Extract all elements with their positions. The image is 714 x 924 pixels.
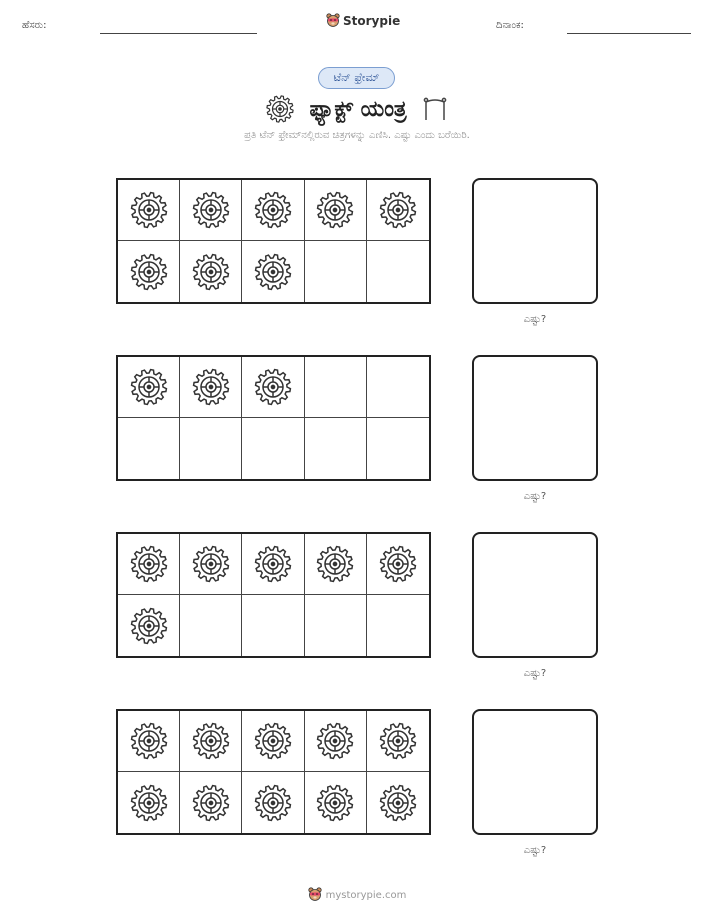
ten-frame-cell <box>118 418 180 479</box>
ten-frame-2 <box>116 355 431 481</box>
ten-frame-cell <box>367 534 429 595</box>
ten-frame-cell <box>367 418 429 479</box>
bear-icon <box>308 887 322 903</box>
footer-site: mystorypie.com <box>325 889 407 901</box>
ten-frame-cell <box>242 772 304 833</box>
gear-icon <box>378 721 418 761</box>
ten-frame-cell <box>305 595 367 656</box>
gear-icon <box>253 190 293 230</box>
gear-icon <box>253 721 293 761</box>
ten-frame-cell <box>305 534 367 595</box>
gear-icon <box>265 94 295 124</box>
gear-icon <box>129 190 169 230</box>
gear-icon <box>378 783 418 823</box>
gear-icon <box>129 367 169 407</box>
gear-icon <box>378 190 418 230</box>
ten-frame-cell <box>305 418 367 479</box>
ten-frame-cell <box>242 357 304 418</box>
ten-frame-cell <box>242 241 304 302</box>
ten-frame-cell <box>242 711 304 772</box>
ten-frame-cell <box>118 711 180 772</box>
ten-frame-cell <box>180 772 242 833</box>
ten-frame-cell <box>242 595 304 656</box>
gear-icon <box>129 783 169 823</box>
brand-logo <box>326 13 400 29</box>
gear-icon <box>129 721 169 761</box>
ten-frame-cell <box>367 357 429 418</box>
ten-frame-cell <box>180 595 242 656</box>
ten-frame-1 <box>116 178 431 304</box>
ten-frame-cell <box>367 241 429 302</box>
ten-frame-cell <box>118 772 180 833</box>
name-label: ಹೆಸರು: <box>22 20 47 31</box>
gear-icon <box>253 367 293 407</box>
ten-frame-cell <box>367 772 429 833</box>
gear-icon <box>191 783 231 823</box>
gear-icon <box>191 252 231 292</box>
gear-icon <box>129 544 169 584</box>
ten-frame-cell <box>180 534 242 595</box>
gear-icon <box>253 252 293 292</box>
gear-icon <box>129 252 169 292</box>
ten-frame-cell <box>118 241 180 302</box>
answer-box-4[interactable] <box>472 709 598 835</box>
ten-frame-cell <box>305 711 367 772</box>
ten-frame-cell <box>305 180 367 241</box>
ten-frame-cell <box>305 357 367 418</box>
ten-frame-cell <box>305 241 367 302</box>
gear-icon <box>191 367 231 407</box>
gear-icon <box>191 721 231 761</box>
ten-frame-cell <box>180 711 242 772</box>
gear-icon <box>378 544 418 584</box>
ten-frame-cell <box>242 534 304 595</box>
ten-frame-cell <box>367 180 429 241</box>
ten-frame-cell <box>118 357 180 418</box>
ten-frame-cell <box>367 711 429 772</box>
gear-icon <box>315 783 355 823</box>
gear-icon <box>315 190 355 230</box>
bear-icon <box>326 13 340 29</box>
gear-icon <box>315 721 355 761</box>
ten-frame-cell <box>180 357 242 418</box>
gear-icon <box>253 544 293 584</box>
how-many-label-2: ಎಷ್ಟು? <box>523 491 547 502</box>
answer-box-2[interactable] <box>472 355 598 481</box>
answer-box-3[interactable] <box>472 532 598 658</box>
ten-frame-cell <box>118 180 180 241</box>
ten-frame-cell <box>180 418 242 479</box>
ten-frame-cell <box>367 595 429 656</box>
how-many-label-1: ಎಷ್ಟು? <box>523 314 547 325</box>
brand-name: Storypie <box>343 14 401 28</box>
gear-icon <box>129 606 169 646</box>
ten-frame-cell <box>180 241 242 302</box>
ten-frame-cell <box>180 180 242 241</box>
ten-frame-cell <box>242 418 304 479</box>
date-label: ದಿನಾಂಕ: <box>496 20 524 31</box>
title-row <box>0 94 714 124</box>
answer-box-1[interactable] <box>472 178 598 304</box>
ten-frame-cell <box>305 772 367 833</box>
gear-icon <box>191 190 231 230</box>
gear-icon <box>191 544 231 584</box>
ten-frame-3 <box>116 532 431 658</box>
ten-frame-cell <box>118 534 180 595</box>
footer <box>0 887 714 903</box>
how-many-label-4: ಎಷ್ಟು? <box>523 845 547 856</box>
ten-frame-cell <box>242 180 304 241</box>
gear-icon <box>253 783 293 823</box>
ten-frame-cell <box>118 595 180 656</box>
gear-icon <box>315 544 355 584</box>
gate-icon <box>421 96 449 122</box>
name-line[interactable] <box>100 33 257 34</box>
instructions: ಪ್ರತಿ ಟೆನ್ ಫ್ರೇಮ್‌ನಲ್ಲಿರುವ ಚಿತ್ರಗಳನ್ನು ಎಣಿಸಿ. ಎಷ್ಟು ಎಂದು ಬರೆಯಿರಿ. <box>244 130 470 141</box>
ten-frame-4 <box>116 709 431 835</box>
page-title: ಫ್ಯಾಕ್ಟ್ ಯಂತ್ರ <box>309 96 407 122</box>
worksheet-tag: ಟೆನ್ ಫ್ರೇಮ್ <box>318 67 395 89</box>
date-line[interactable] <box>567 33 691 34</box>
how-many-label-3: ಎಷ್ಟು? <box>523 668 547 679</box>
